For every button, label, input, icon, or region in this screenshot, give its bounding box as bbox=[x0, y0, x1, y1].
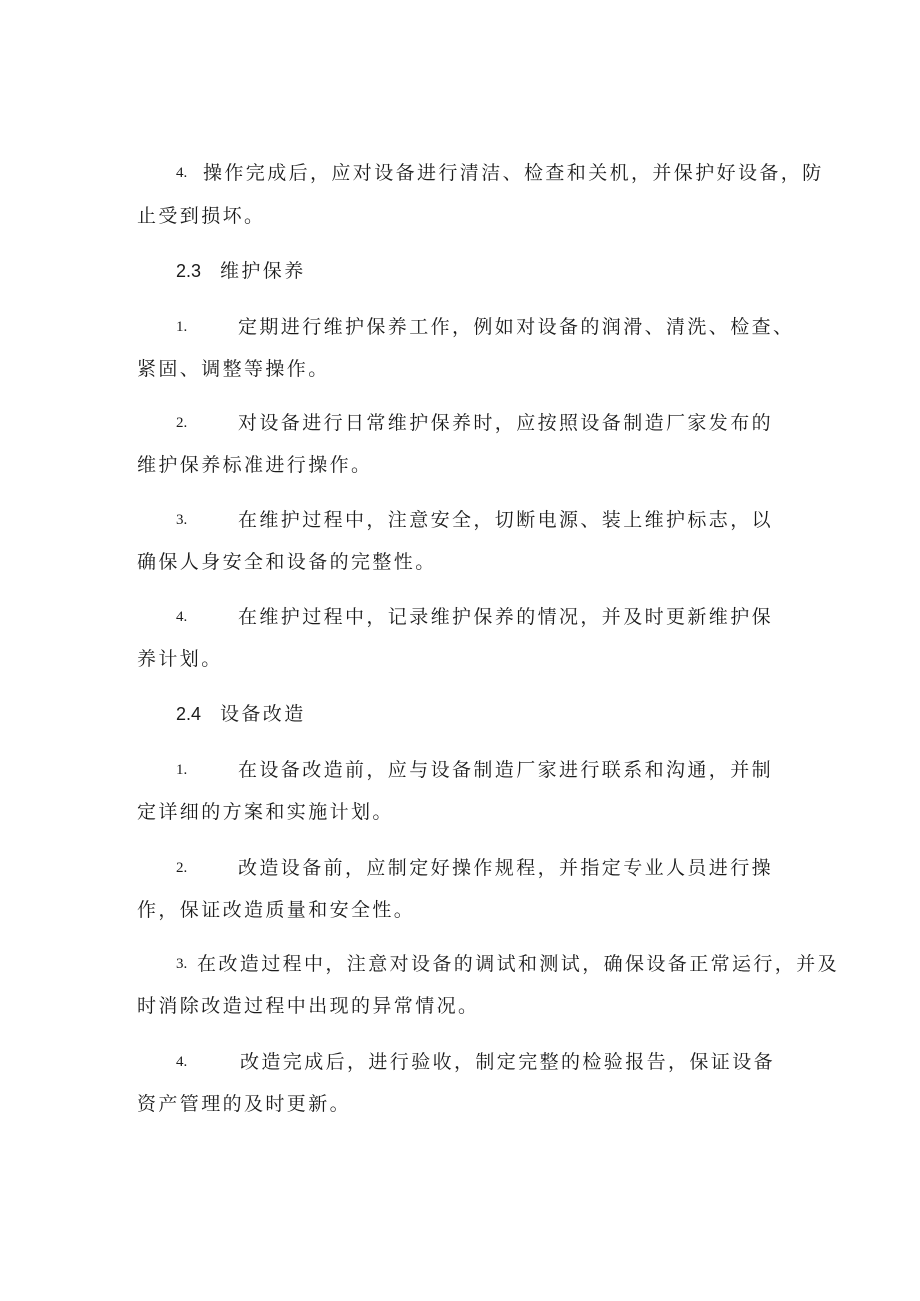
item-text-line2: 时消除改造过程中出现的异常情况。 bbox=[137, 995, 480, 1017]
item-number: 4. bbox=[176, 1054, 188, 1070]
item-number: 4. bbox=[176, 165, 188, 181]
item-text-line1: 对设备进行日常维护保养时，应按照设备制造厂家发布的 bbox=[238, 412, 774, 434]
item-text-line2: 养计划。 bbox=[137, 648, 223, 670]
item-text-line2: 定详细的方案和实施计划。 bbox=[137, 801, 394, 823]
item-text-line1: 改造完成后，进行验收，制定完整的检验报告，保证设备 bbox=[240, 1051, 776, 1073]
section-number: 2.4 bbox=[176, 704, 202, 724]
item-number: 2. bbox=[176, 415, 188, 431]
item-text-line2: 作，保证改造质量和安全性。 bbox=[137, 899, 416, 921]
section-title: 维护保养 bbox=[220, 260, 306, 282]
item-text-line1: 在维护过程中，注意安全，切断电源、装上维护标志，以 bbox=[238, 509, 774, 531]
item-number: 1. bbox=[176, 319, 188, 335]
item-number: 2. bbox=[176, 860, 188, 876]
item-text-line1: 在设备改造前，应与设备制造厂家进行联系和沟通，并制 bbox=[238, 759, 774, 781]
section-number: 2.3 bbox=[176, 261, 202, 281]
item-text-line2: 紧固、调整等操作。 bbox=[137, 358, 330, 380]
item-text-line1: 改造设备前，应制定好操作规程，并指定专业人员进行操 bbox=[238, 857, 774, 879]
item-text-line1: 定期进行维护保养工作，例如对设备的润滑、清洗、检查、 bbox=[238, 316, 795, 338]
item-number: 3. bbox=[176, 512, 188, 528]
item-text-line1: 在维护过程中，记录维护保养的情况，并及时更新维护保 bbox=[238, 606, 774, 628]
item-text-line1: 操作完成后，应对设备进行清洁、检查和关机，并保护好设备，防 bbox=[203, 162, 824, 184]
section-title: 设备改造 bbox=[220, 703, 306, 725]
item-number: 3. bbox=[176, 956, 188, 972]
item-number: 4. bbox=[176, 609, 188, 625]
item-text-line2: 资产管理的及时更新。 bbox=[137, 1093, 352, 1115]
item-text-line1: 在改造过程中，注意对设备的调试和测试，确保设备正常运行，并及 bbox=[197, 953, 840, 975]
item-text-line2: 确保人身安全和设备的完整性。 bbox=[137, 551, 437, 573]
item-number: 1. bbox=[176, 762, 188, 778]
item-text-line2: 止受到损坏。 bbox=[137, 205, 266, 227]
item-text-line2: 维护保养标准进行操作。 bbox=[137, 454, 373, 476]
